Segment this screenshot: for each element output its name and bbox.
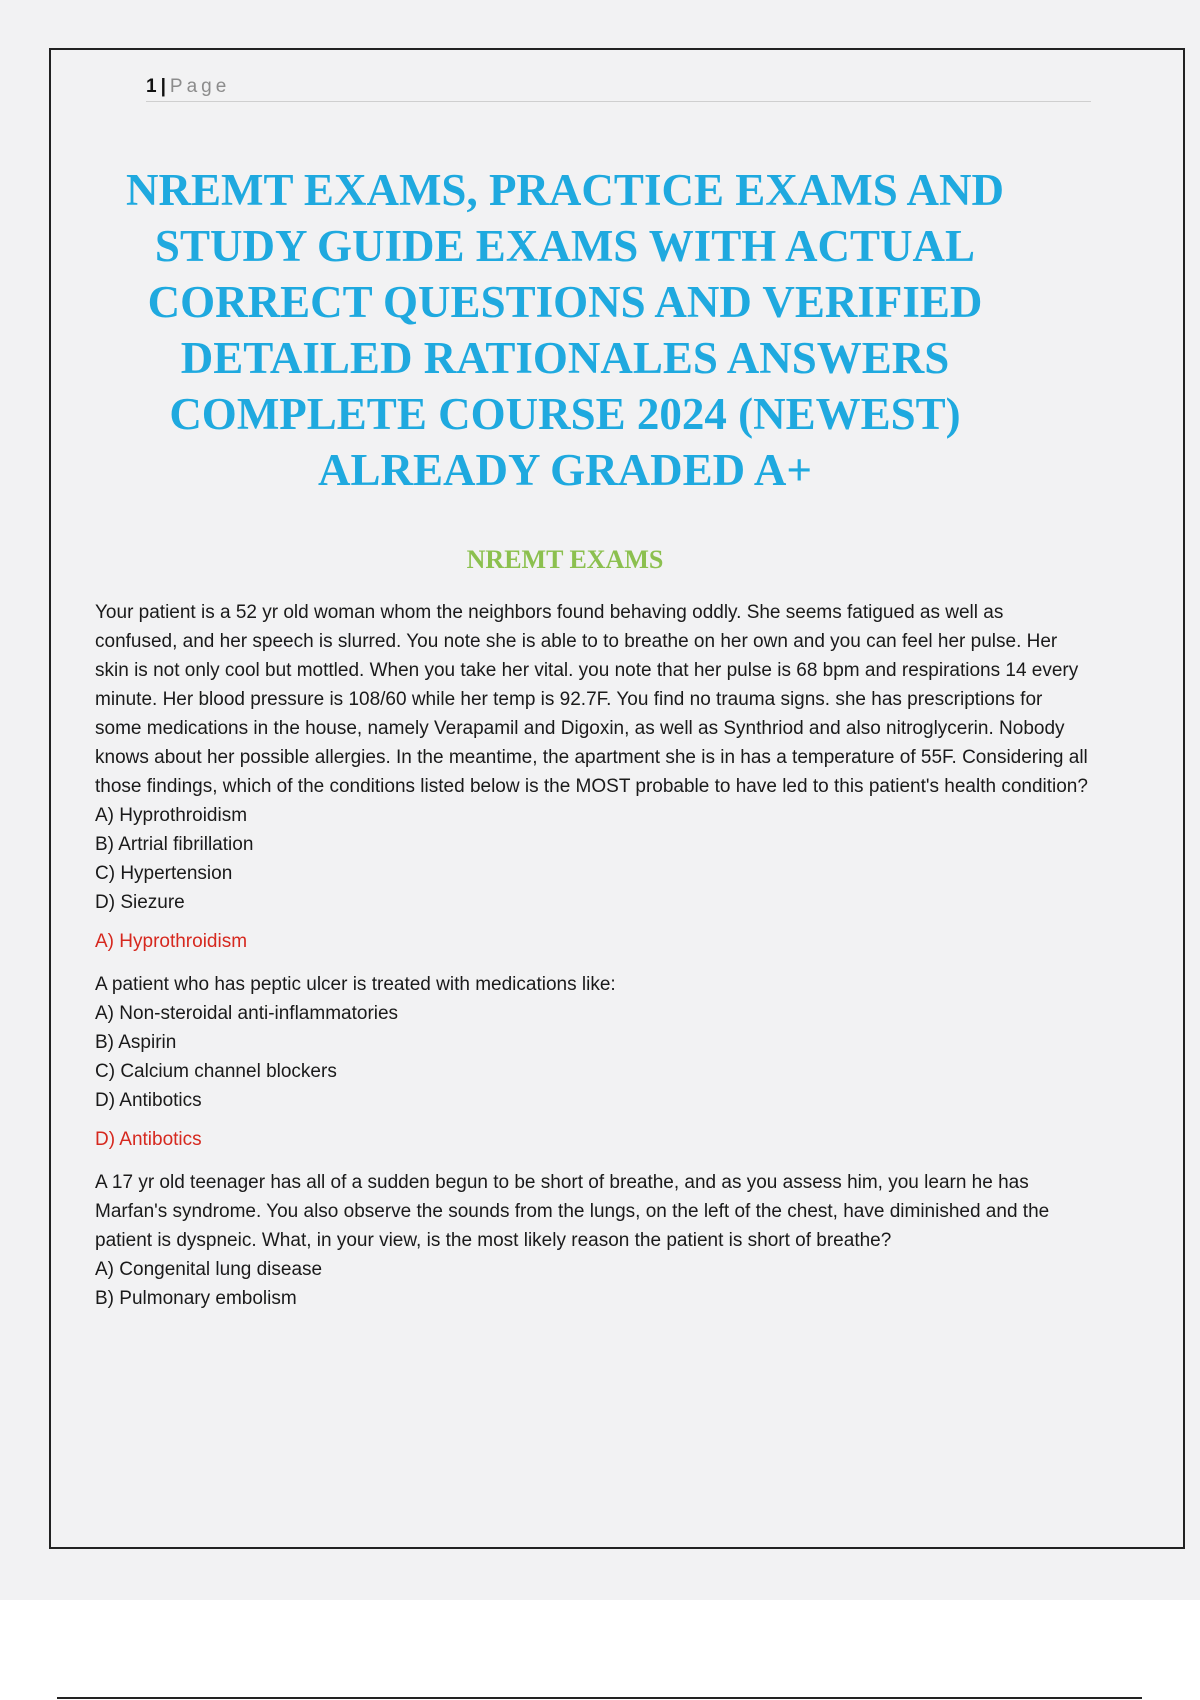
- answer-options: [95, 999, 1090, 1115]
- option-item: A) Hyprothroidism: [95, 805, 248, 826]
- question-text: Your patient is a 52 yr old woman whom the neighbors found behaving oddly. She seems fatigued as well as confused, and her speech is slurred. You note she is able to to breathe on her own and you can feel her pulse. Her skin is not only cool but mottled. When you take her vital. you note that her pulse is 68 bpm and respirations 14 every minute. Her blood pressure is 108/60 while her temp is 92.7F. You find no trauma signs. she has prescriptions for some medications in the house, namely Verapamil and Digoxin, as well as Synthriod and also nitroglycerin. Nobody knows about her possible allergies. In the meantime, the apartment she is in has a temperature of 55F. Considering all those findings, which of the conditions listed below is the MOST probable to have led to this patient's health condition?: [95, 602, 1088, 797]
- correct-answer: D) Antibotics: [95, 1129, 202, 1150]
- option-item: B) Artrial fibrillation: [95, 834, 254, 855]
- page-number: 1: [146, 76, 157, 97]
- option-item: C) Hypertension: [95, 863, 233, 884]
- page-word: Page: [169, 76, 231, 97]
- document-title: NREMT EXAMS, PRACTICE EXAMS AND STUDY GUIDE EXAMS WITH ACTUAL CORRECT QUESTIONS AND VERIFIED DETAILED RATIONALES ANSWERS COMPLETE COURSE 2024 (NEWEST) ALREADY GRADED A+: [126, 165, 1004, 495]
- option-item: A) Non-steroidal anti-inflammatories: [95, 1003, 399, 1024]
- correct-answer: A) Hyprothroidism: [95, 931, 248, 952]
- question-block: [95, 970, 1090, 1154]
- question-block: [95, 1168, 1090, 1313]
- option-item: D) Siezure: [95, 892, 185, 913]
- option-item: D) Antibotics: [95, 1090, 202, 1111]
- option-item: B) Pulmonary embolism: [95, 1288, 297, 1309]
- header-separator: |: [160, 76, 166, 97]
- question-block: [95, 598, 1090, 956]
- page-header: [146, 76, 1091, 102]
- option-item: C) Calcium channel blockers: [95, 1061, 337, 1082]
- question-text: A patient who has peptic ulcer is treated with medications like:: [95, 974, 616, 995]
- next-page-divider: [57, 1697, 1142, 1699]
- option-item: A) Congenital lung disease: [95, 1259, 323, 1280]
- answer-options: [95, 1255, 1090, 1313]
- option-item: B) Aspirin: [95, 1032, 177, 1053]
- question-text: A 17 yr old teenager has all of a sudden begun to be short of breathe, and as you assess him, you learn he has Marfan's syndrome. You also observe the sounds from the lungs, on the left of the chest, have diminished and the patient is dyspneic. What, in your view, is the most likely reason the patient is short of breathe?: [95, 1172, 1050, 1251]
- answer-options: [95, 801, 1090, 917]
- question-list: [95, 598, 1090, 1313]
- section-heading: NREMT EXAMS: [466, 545, 664, 574]
